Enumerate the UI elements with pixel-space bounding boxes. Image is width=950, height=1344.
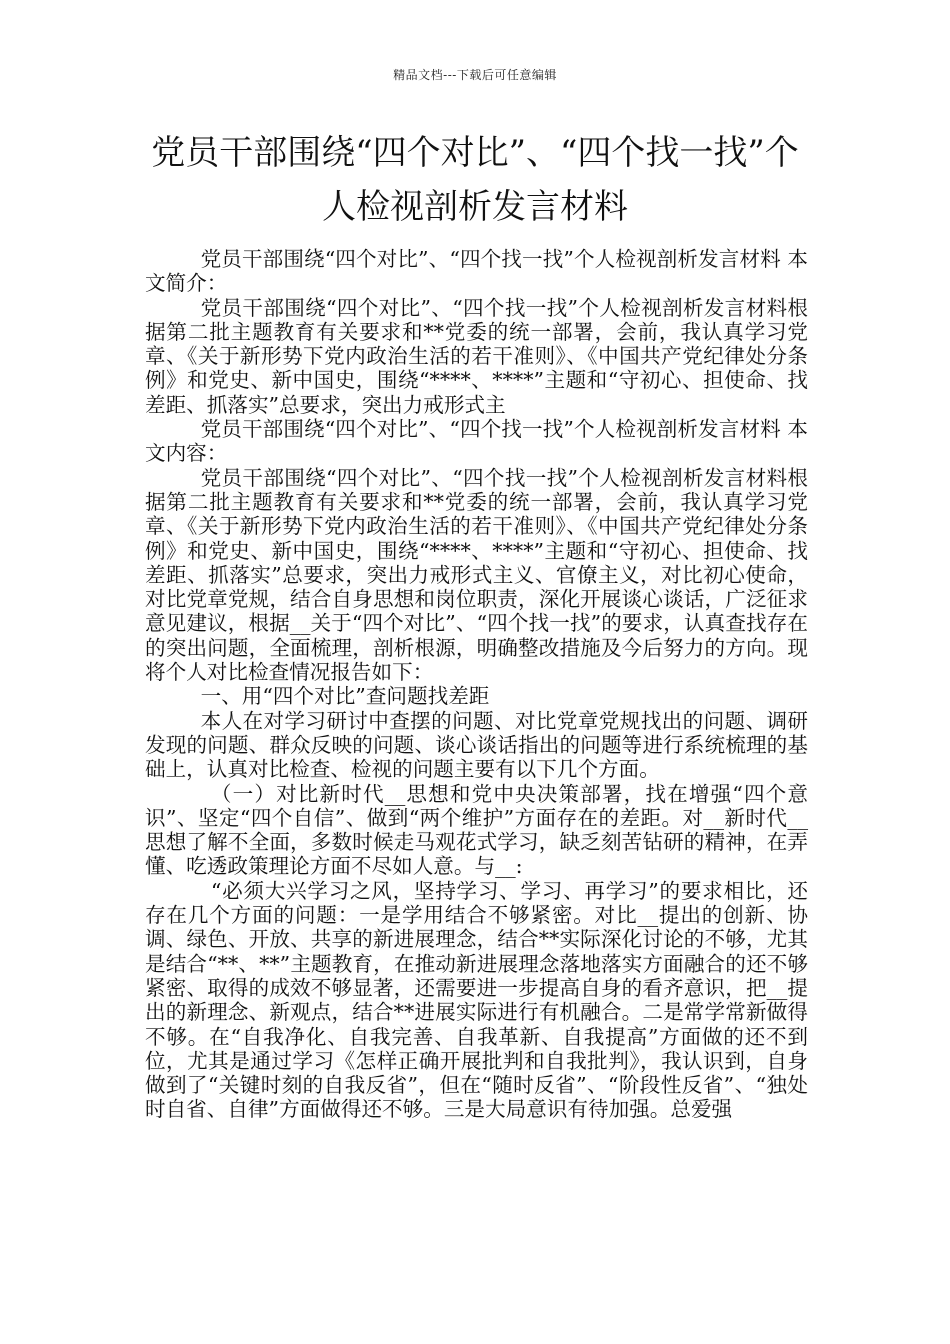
paragraph-subsection-1-detail: “必须大兴学习之风，坚持学习、学习、再学习”的要求相比，还存在几个方面的问题：一是学用结合不够紧密。对比__提出的创新、协调、绿色、开放、共享的新进展理念，结合**实际深化讨论的不够，尤其是结合“**、**”主题教育，在推动新进展理念落地落实方面融合的还不够紧密、取得的成效不够显著，还需要进一步提高自身的看齐意识，把__提出的新理念、新观点，结合**进展实际进行有机融合。二是常学常新做得不够。在“自我净化、自我完善、自我革新、自我提高”方面做的还不到位，尤其是通过学习《怎样正确开展批判和自我批判》，我认识到，自身做到了“关键时刻的自我反省”，但在“随时反省”、“阶段性反省”、“独处时自省、自律”方面做得还不够。三是大局意识有待加强。总爱强 [145, 878, 808, 1122]
paragraph-subsection-1: （一）对比新时代__思想和党中央决策部署，找在增强“四个意识”、坚定“四个自信”、做到“两个维护”方面存在的差距。对__新时代__思想了解不全面，多数时候走马观花式学习，缺乏刻苦钻研的精神，在弄懂、吃透政策理论方面不尽如人意。与__: [145, 781, 808, 879]
section-heading-1: 一、用“四个对比”查问题找差距 [200, 684, 490, 709]
paragraph-intro-summary: 党员干部围绕“四个对比”、“四个找一找”个人检视剖析发言材料根据第二批主题教育有关要求和**党委的统一部署，会前，我认真学习党章、《关于新形势下党内政治生活的若干准则》、《中国共产党纪律处分条例》和党史、新中国史，围绕“****、****”主题和“守初心、担使命、找差距、抓落实”总要求，突出力戒形式主 [145, 295, 808, 417]
header-note: 精品文档---下载后可任意编辑 [393, 68, 557, 82]
document-title: 党员干部围绕“四个对比”、“四个找一找”个人检视剖析发言材料 [151, 133, 799, 227]
paragraph-section-1-intro: 本人在对学习研讨中查摆的问题、对比党章党规找出的问题、调研发现的问题、群众反映的问题、谈心谈话指出的问题等进行系统梳理的基础上，认真对比检查、检视的问题主要有以下几个方面。 [145, 708, 808, 782]
paragraph-intro-heading: 党员干部围绕“四个对比”、“四个找一找”个人检视剖析发言材料 本文简介： [145, 247, 808, 296]
paragraph-content-heading: 党员干部围绕“四个对比”、“四个找一找”个人检视剖析发言材料 本文内容： [145, 417, 808, 466]
document-body [145, 247, 808, 1122]
paragraph-content-main: 党员干部围绕“四个对比”、“四个找一找”个人检视剖析发言材料根据第二批主题教育有关要求和**党委的统一部署，会前，我认真学习党章、《关于新形势下党内政治生活的若干准则》、《中国共产党纪律处分条例》和党史、新中国史，围绕“****、****”主题和“守初心、担使命、找差距、抓落实”总要求，突出力戒形式主义、官僚主义，对比初心使命，对比党章党规，结合自身思想和岗位职责，深化开展谈心谈话，广泛征求意见建议，根据__关于“四个对比”、“四个找一找”的要求，认真查找存在的突出问题，全面梳理，剖析根源，明确整改措施及今后努力的方向。现将个人对比检查情况报告如下： [145, 465, 808, 685]
